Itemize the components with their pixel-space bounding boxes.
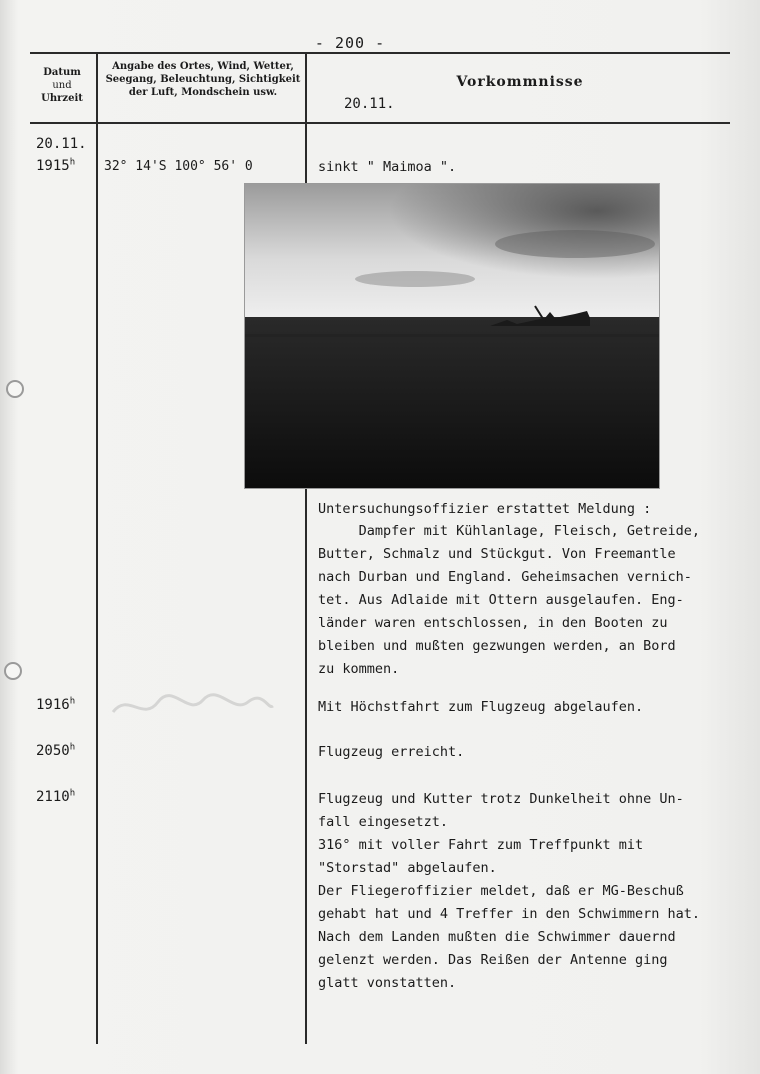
entry-time-value: 1916: [36, 697, 70, 713]
report-line-4: nach Durban und England. Geheimsachen vernich-: [318, 569, 692, 585]
entry-2110-line-3: 316° mit voller Fahrt zum Treffpunkt mit: [318, 837, 644, 853]
entry-time-value: 1915: [36, 158, 70, 174]
header-conditions-line-2: Seegang, Beleuchtung, Sichtigkeit: [105, 74, 301, 85]
report-line-5: tet. Aus Adlaide mit Ottern ausgelaufen. Eng-: [318, 592, 684, 608]
header-conditions-line-1: Angabe des Ortes, Wind, Wetter,: [112, 61, 294, 72]
header-time-label: Uhrzeit: [41, 93, 83, 104]
header-and-label: und: [52, 80, 72, 91]
report-line-7: bleiben und mußten gezwungen werden, an Bord: [318, 638, 676, 654]
faint-signature-mark: [108, 672, 278, 732]
photo-sinking-ship: [244, 183, 660, 489]
entry-2110-line-6: gehabt hat und 4 Treffer in den Schwimmern hat.: [318, 906, 701, 922]
entry-2110-line-2: fall eingesetzt.: [318, 814, 449, 830]
entry-time-suffix: h: [69, 788, 76, 799]
page-number: - 200 -: [314, 34, 386, 52]
photo-sinking-ship-image: [245, 184, 659, 488]
header-conditions-line-3: der Luft, Mondschein usw.: [128, 87, 278, 98]
entry-time-suffix: h: [69, 157, 76, 168]
entry-time-1916: [36, 697, 75, 713]
entry-time-suffix: h: [69, 696, 76, 707]
header-conditions: [100, 60, 306, 99]
report-line-8: zu kommen.: [318, 661, 400, 677]
entry-2110-line-8: gelenzt werden. Das Reißen der Antenne ging: [318, 952, 668, 968]
entry-time-suffix: h: [69, 742, 76, 753]
entry-position: 32° 14'S 100° 56' 0: [104, 159, 253, 174]
header-date-label: Datum: [43, 67, 81, 78]
entry-2110-line-5: Der Fliegeroffizier meldet, daß er MG-Beschuß: [318, 883, 684, 899]
header-date: 20.11.: [344, 96, 395, 112]
entry-date: 20.11.: [36, 136, 87, 152]
entry-time-value: 2110: [36, 789, 70, 805]
entry-time-2050: [36, 743, 75, 759]
entry-text-sinking: sinkt " Maimoa ".: [318, 159, 457, 175]
entry-2110-line-9: glatt vonstatten.: [318, 975, 457, 991]
header-bottom-rule: [30, 122, 730, 124]
entry-2110-line-1: Flugzeug und Kutter trotz Dunkelheit ohne Un-: [318, 791, 684, 807]
entry-time-2110: [36, 789, 75, 805]
header-date-time: [32, 66, 92, 105]
column-divider-1: [96, 54, 98, 1044]
entry-text-2050: Flugzeug erreicht.: [318, 744, 465, 760]
entry-text-1916: Mit Höchstfahrt zum Flugzeug abgelaufen.: [318, 699, 644, 715]
report-line-6: länder waren entschlossen, in den Booten zu: [318, 615, 668, 631]
binder-hole-bottom: [4, 662, 22, 680]
header-top-rule: [30, 52, 730, 54]
binder-hole-top: [6, 380, 24, 398]
entry-time-value: 2050: [36, 743, 70, 759]
entry-time-1915: [36, 158, 75, 174]
report-line-3: Butter, Schmalz und Stückgut. Von Freemantle: [318, 546, 676, 562]
header-events: Vorkommnisse: [456, 74, 584, 90]
report-line-1: Untersuchungsoffizier erstattet Meldung :: [318, 501, 652, 517]
entry-2110-line-7: Nach dem Landen mußten die Schwimmer dauernd: [318, 929, 676, 945]
entry-2110-line-4: "Storstad" abgelaufen.: [318, 860, 497, 876]
report-line-2: Dampfer mit Kühlanlage, Fleisch, Getreide,: [318, 523, 701, 539]
